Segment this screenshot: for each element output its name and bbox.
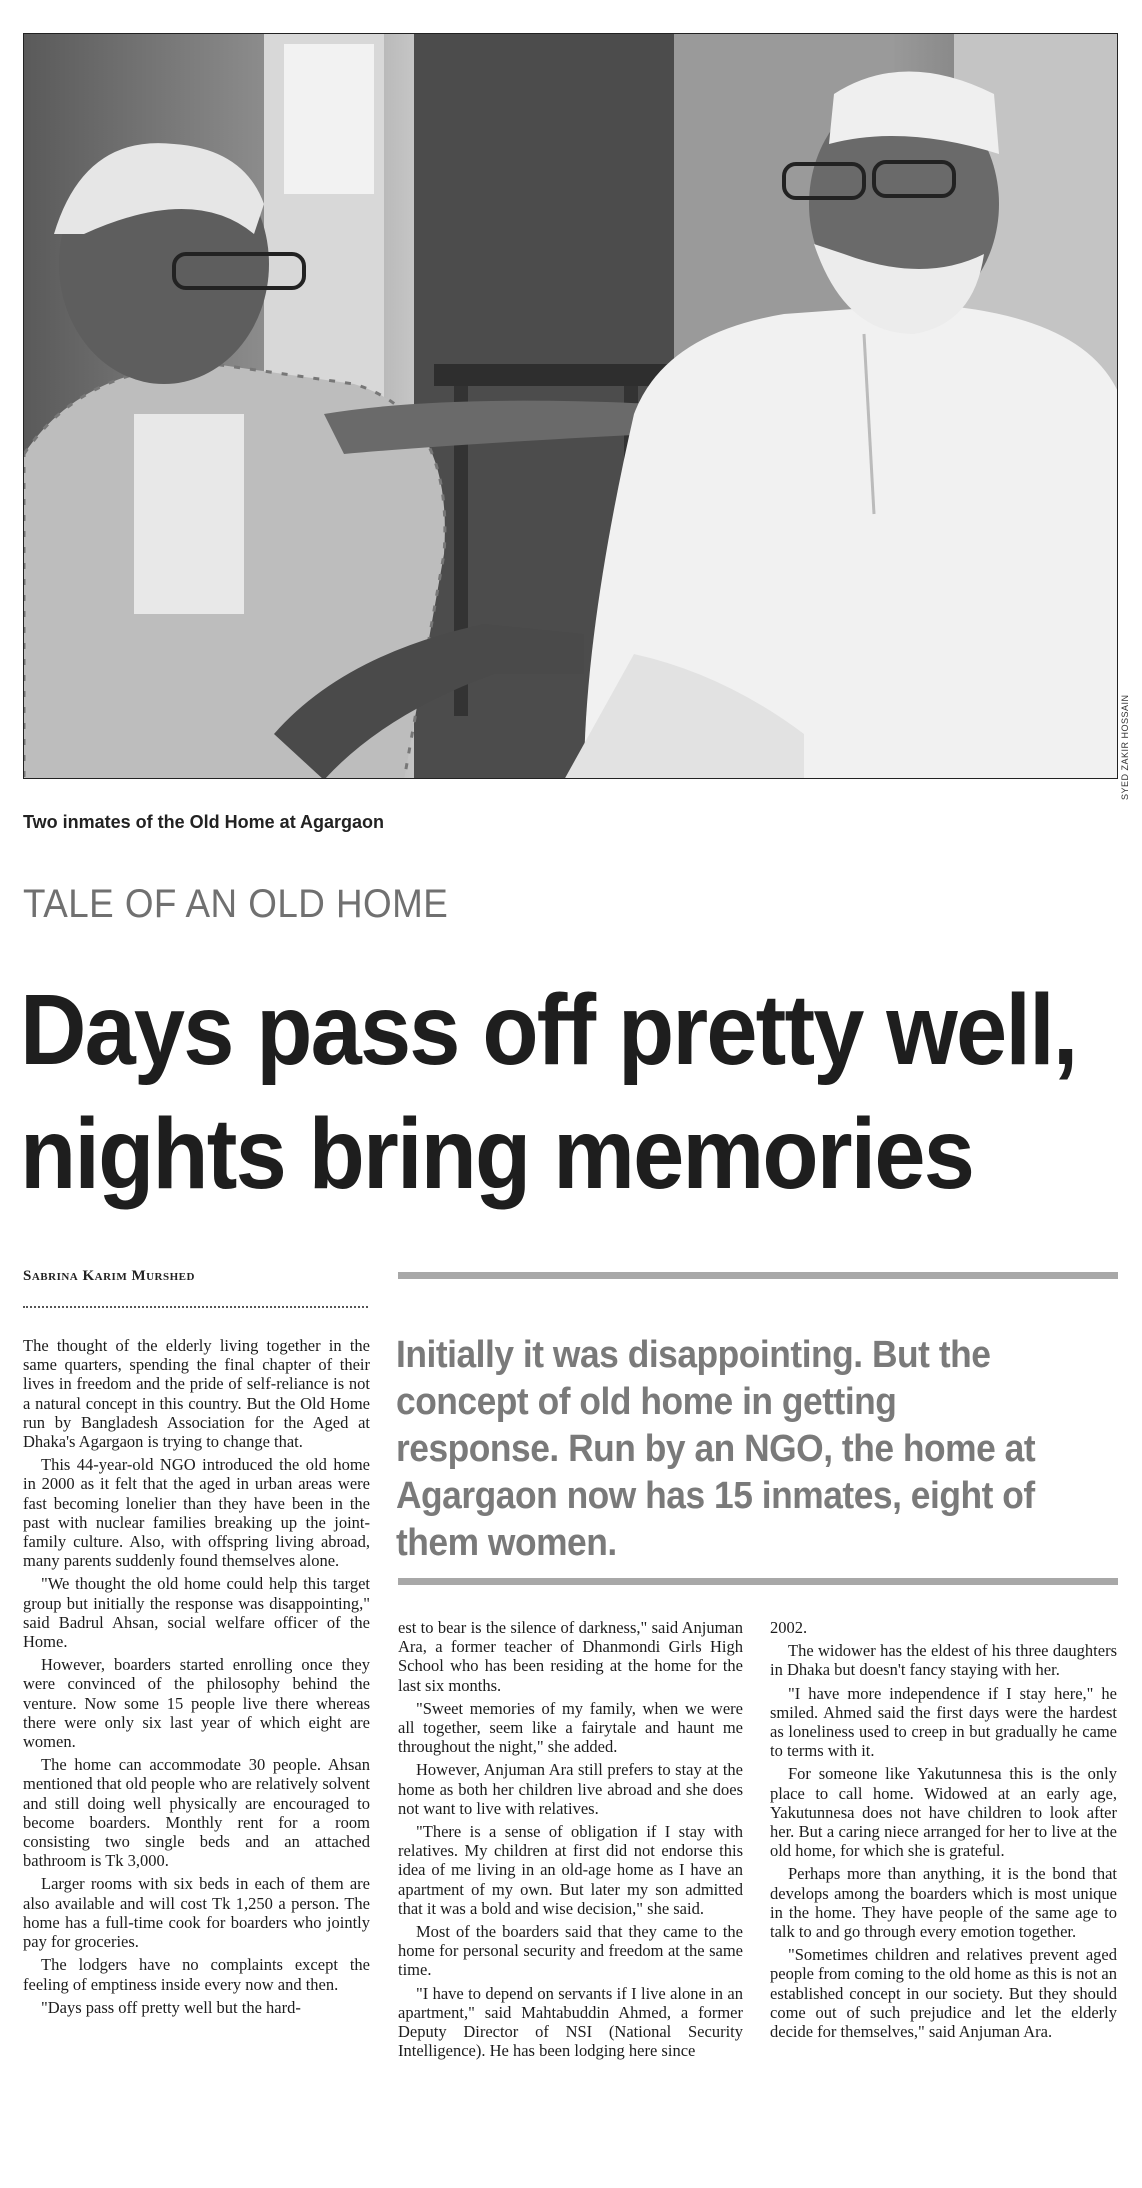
paragraph: "Days pass off pretty well but the hard- — [41, 1997, 301, 2017]
byline: Sabrina Karim Murshed — [23, 1268, 195, 1284]
paragraph: "I have more independence if I stay here," he smiled. Ahmed said the first days were the hardest as loneliness used to creep in but gradually he came to terms with it. — [770, 1683, 1117, 1761]
paragraph: "I have to depend on servants if I live alone in an apartment," said Mahtabuddin Ahmed, a former Deputy Director of NSI (National Security Intelligence). He has been lodging here since — [398, 1983, 743, 2061]
paragraph: "There is a sense of obligation if I stay with relatives. My children at first did not endorse this idea of me living in an old-age home as I have an apartment of my own. But later my son admitted that it was a bold and wise decision," she said. — [398, 1822, 743, 1918]
article-column-2 — [398, 1618, 743, 2064]
paragraph: Larger rooms with six beds in each of them are also available and will cost Tk 1,250 a person. The home has a full-time cook for boarders who jointly pay for groceries. — [23, 1874, 370, 1952]
paragraph: For someone like Yakutunnesa this is the only place to call home. Widowed at an early age, Yakutunnesa does not have children to look after her. But a caring niece arranged for her to live at the old home, for which she is grateful. — [770, 1764, 1117, 1861]
paragraph: Most of the boarders said that they came to the home for personal security and freedom at the same time. — [398, 1922, 743, 1980]
pullquote: Initially it was disappointing. But the concept of old home in getting response. Run by an NGO, the home at Agargaon now has 15 inmates, eight of them women. — [396, 1334, 1036, 1564]
headline — [20, 968, 1124, 1216]
paragraph: The home can accommodate 30 people. Ahsan mentioned that old people who are relatively solvent and still doing well physically are encouraged to become boarders. Monthly rent for a room consisting two single beds and an attached bathroom is Tk 3,000. — [23, 1755, 370, 1871]
photo-caption: Two inmates of the Old Home at Agargaon — [23, 812, 385, 832]
article-photo — [23, 33, 1118, 779]
photo-credit: SYED ZAKIR HOSSAIN — [1120, 694, 1130, 800]
pullquote-rule-top — [398, 1272, 1118, 1279]
paragraph: The lodgers have no complaints except the feeling of emptiness inside every now and then. — [23, 1955, 370, 1994]
paragraph: The widower has the eldest of his three daughters in Dhaka but doesn't fancy staying with her. — [770, 1641, 1117, 1680]
paragraph: 2002. — [770, 1618, 808, 1637]
byline-divider — [23, 1306, 368, 1308]
paragraph: However, Anjuman Ara still prefers to stay at the home as both her children live abroad and she does not want to live with relatives. — [398, 1760, 743, 1818]
section-kicker: TALE OF AN OLD HOME — [23, 882, 449, 926]
paragraph: The thought of the elderly living together in the same quarters, spending the final chapter of their lives in freedom and the pride of self-reliance is not a natural concept in this country. But the Old Home run by Bangladesh Association for the Aged at Dhaka's Agargaon is trying to change that. — [23, 1336, 370, 1452]
photo-illustration — [24, 34, 1118, 779]
paragraph: "Sometimes children and relatives prevent aged people from coming to the old home as this is not an established concept in our society. But they should come out of such prejudice and let the elderly decide for themselves," said Anjuman Ara. — [770, 1945, 1117, 2042]
headline-line-2: nights bring memories — [20, 1098, 974, 1210]
paragraph: est to bear is the silence of darkness," said Anjuman Ara, a former teacher of Dhanmondi Girls High School who has been residing at the home for the last six months. — [398, 1618, 743, 1695]
article-column-3 — [770, 1618, 1117, 2045]
pullquote-rule-bottom — [398, 1578, 1118, 1585]
paragraph: "We thought the old home could help this target group but initially the response was disappointing," said Badrul Ahsan, social welfare officer of the Home. — [23, 1574, 370, 1652]
paragraph: Perhaps more than anything, it is the bond that develops among the boarders which is most unique in the home. They have people of the same age to talk to and go through every emotion together. — [770, 1864, 1117, 1942]
headline-line-1: Days pass off pretty well, — [20, 974, 1077, 1086]
paragraph: "Sweet memories of my family, when we were all together, seem like a fairytale and haunt me throughout the night," she added. — [398, 1698, 743, 1757]
paragraph: This 44-year-old NGO introduced the old home in 2000 as it felt that the aged in urban areas were fast becoming lonelier than they have been in the past with nuclear families breaking up the joint-family culture. Also, with offspring living abroad, many parents suddenly found themselves alone. — [23, 1455, 370, 1571]
paragraph: However, boarders started enrolling once they were convinced of the philosophy behind the venture. Now some 15 people live there whereas there were only six last year of which eight are women. — [23, 1655, 370, 1752]
article-column-1 — [23, 1336, 370, 2021]
